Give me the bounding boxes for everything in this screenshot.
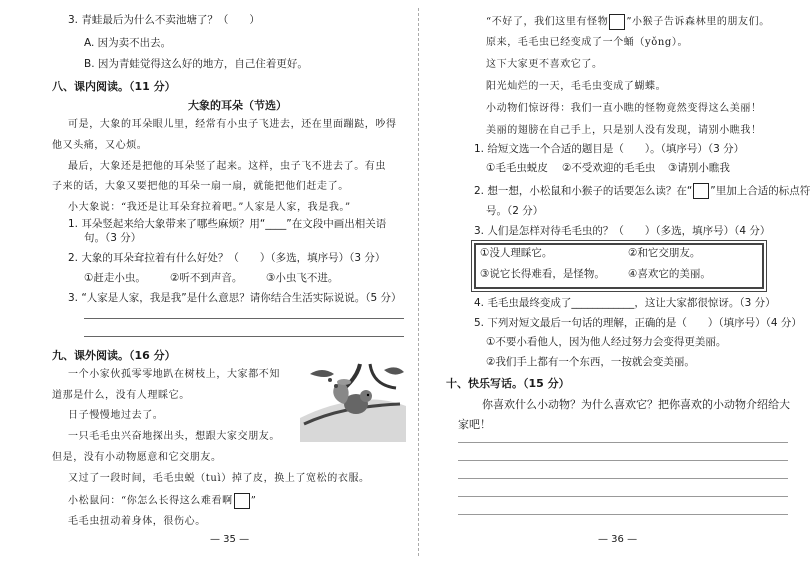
question-1: 1. 耳朵竖起来给大象带来了哪些麻烦？用“____”在文段中画出相关语 [68,218,387,230]
writing-line[interactable] [458,478,788,479]
passage-line: 毛毛虫扭动着身体，很伤心。 [68,516,206,527]
passage-line: 一个小家伙孤零零地趴在树枝上，大家都不知 [68,369,280,380]
q1-option: ②不受欢迎的毛毛虫 [562,162,656,174]
question-1: 1. 给短文选一个合适的题目是（ ）。（填序号）（3 分） [474,143,745,155]
passage-line: 美丽的翅膀在自己手上，只是别人没有发现，请别小瞧我！ [486,125,762,136]
page-number: — 35 — [210,534,250,545]
squirrel-illustration [300,364,406,442]
passage-title: 大象的耳朵（节选） [188,99,287,112]
passage-line: 小大象说：“我还是让耳朵耷拉着吧。”人家是人家，我是我。” [68,202,351,213]
passage-line: 道那是什么，没有人理睬它。 [52,390,190,401]
punctuation-box[interactable] [234,493,250,509]
passage-text: ”小猴子告诉森林里的朋友们。 [626,16,770,28]
writing-line[interactable] [458,460,788,461]
question-2 [474,183,810,199]
passage-line: 日子慢慢地过去了。 [68,410,164,421]
passage-line: 但是，没有小动物愿意和它交朋友。 [52,452,222,463]
q2-text: ”里加上合适的标点符 [710,185,810,197]
q2-option: ②听不到声音。 [170,272,243,284]
section-9-heading: 九、课外阅读。（16 分） [52,349,176,362]
passage-line: 子来的话，大象又要把他的耳朵一扇一扇，就能把他们赶走了。 [52,181,349,192]
q5-option: ②我们手上都有一个东西，一按就会变美丽。 [486,356,695,368]
question-2-cont: 号。（2 分） [486,205,544,217]
writing-prompt: 你喜欢什么小动物？为什么喜欢它？把你喜欢的小动物介绍给大 [482,398,790,411]
q3-option: ③说它长得难看，是怪物。 [480,268,605,280]
q2-option: ③小虫飞不进。 [266,272,339,284]
q1-option: ③请别小瞧我 [668,162,730,174]
section-10-heading: 十、快乐写话。（15 分） [446,377,570,390]
passage-line: 这下大家更不喜欢它了。 [486,59,603,70]
right-page [418,0,810,566]
q3-option: ④喜欢它的美丽。 [628,268,711,280]
punctuation-box[interactable] [609,14,625,30]
question-3: 3. “人家是人家，我是我”是什么意思？请你结合生活实际说说。（5 分） [68,292,402,304]
question-5: 5. 下列对短文最后一句话的理解，正确的是（ ）（填序号）（4 分） [474,317,802,329]
passage-line: 阳光灿烂的一天，毛毛虫变成了蝴蝶。 [486,81,667,92]
writing-line[interactable] [458,514,788,515]
section-8-heading: 八、课内阅读。（11 分） [52,80,176,93]
option-a: A. 因为卖不出去。 [84,37,172,49]
passage-text: “不好了，我们这里有怪物 [486,16,609,28]
passage-line: 一只毛毛虫兴奋地探出头，想跟大家交朋友。 [68,431,280,442]
passage-text: 小松鼠问：“你怎么长得这么难看啊 [68,495,233,507]
writing-line[interactable] [458,496,788,497]
passage-line: 可是，大象的耳朵眼儿里，经常有小虫子飞进去，还在里面蹦跶，吵得 [68,119,397,130]
passage-line: 最后，大象还是把他的耳朵竖了起来。这样，虫子飞不进去了。有虫 [68,161,386,172]
writing-prompt-cont: 家吧！ [458,418,491,431]
passage-line: 又过了一段时间，毛毛虫蜕（tuì）掉了皮，换上了宽松的衣服。 [68,473,370,484]
question-3-frog: 3. 青蛙最后为什么不卖池塘了？（ ） [68,14,260,26]
passage-line: 小松鼠问：“你怎么长得这么难看啊 ” [68,493,256,509]
q3-option: ②和它交朋友。 [628,247,701,259]
q2-option: ①赶走小虫。 [84,272,146,284]
answer-line[interactable] [84,318,404,319]
q3-option: ①没人理睬它。 [480,247,553,259]
option-b: B. 因为青蛙觉得这么好的地方，自己住着更好。 [84,58,308,70]
passage-line [486,14,770,30]
passage-line: 他又头痛，又心烦。 [52,140,148,151]
page-number: — 36 — [598,534,638,545]
question-3: 3. 人们是怎样对待毛毛虫的？（ ）（多选，填序号）（4 分） [474,225,771,237]
q1-option: ①毛毛虫蜕皮 [486,162,548,174]
passage-line: 小动物们惊讶得：我们一直小瞧的怪物竟然变得这么美丽！ [486,103,762,114]
answer-line[interactable] [84,336,404,337]
question-2: 2. 大象的耳朵耷拉着有什么好处？（ ）（多选，填序号）（3 分） [68,252,386,264]
q2-text: 2. 想一想，小松鼠和小猴子的话要怎么读？在“ [474,185,693,197]
q5-option: ①不要小看他人，因为他人经过努力会变得更美丽。 [486,336,727,348]
passage-line: 原来，毛毛虫已经变成了一个蛹（yǒng）。 [486,37,689,48]
punctuation-box[interactable] [693,183,709,199]
writing-line[interactable] [458,442,788,443]
question-1-cont: 句。（3 分） [84,232,142,244]
question-4: 4. 毛毛虫最终变成了____________，这让大家都很惊讶。（3 分） [474,297,776,309]
